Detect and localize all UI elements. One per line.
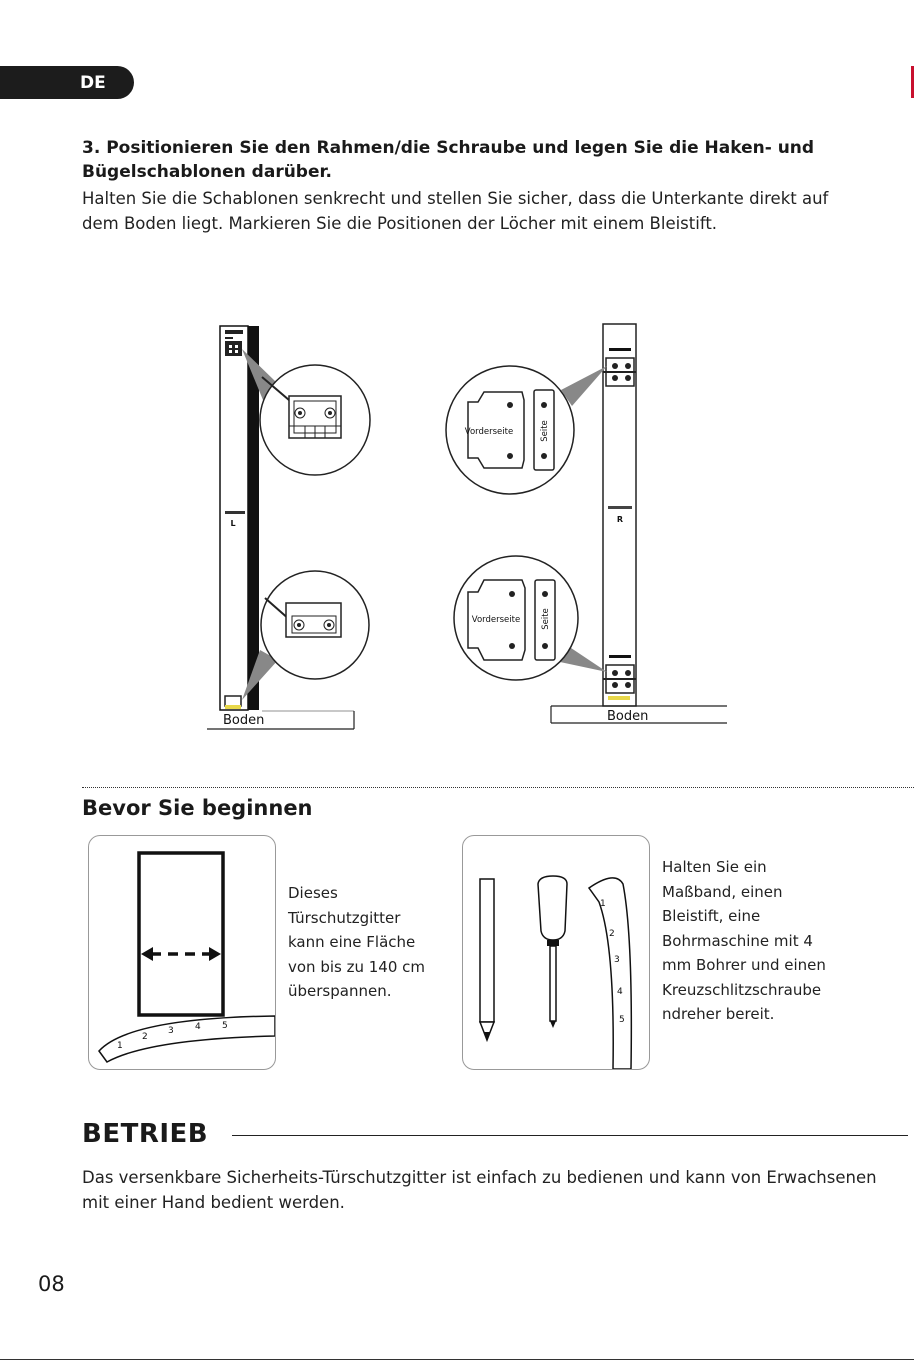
- door-frame-icon: [139, 853, 223, 1015]
- tape2-tick-2: 2: [609, 929, 615, 939]
- right-template-diagram: [446, 324, 727, 724]
- tape2-tick-4: 4: [617, 987, 623, 997]
- tape2-tick-3: 3: [614, 955, 620, 965]
- left-floor-label: Boden: [223, 713, 265, 728]
- before-start-title: Bevor Sie beginnen: [82, 796, 313, 820]
- tools-illustration: [463, 836, 649, 1069]
- operation-body: Das versenkbare Sicherheits-Türschutzgitter ist einfach zu bedienen und kann von Erwachsenen mit einer Hand bedient werden.: [82, 1168, 877, 1212]
- front-label-top: Vorderseite: [464, 427, 514, 437]
- tape-measure-roll-icon: [589, 878, 631, 1069]
- pencil-icon: [480, 879, 494, 1040]
- step-body: Halten Sie die Schablonen senkrecht und stellen Sie sicher, dass die Unterkante direkt auf dem Boden liegt. Markieren Sie die Positionen der Löcher mit einem Bleistift.: [82, 189, 829, 233]
- screwdriver-icon: [538, 876, 567, 1028]
- left-template-diagram: [207, 326, 370, 729]
- tape1-tick-4: 4: [195, 1022, 201, 1032]
- door-width-text: Dieses Türschutzgitter kann eine Fläche von bis zu 140 cm überspannen.: [288, 884, 426, 1000]
- left-template-mark: L: [230, 519, 236, 528]
- side-label-top: Seite: [540, 420, 550, 442]
- front-label-bottom: Vorderseite: [471, 615, 521, 625]
- right-floor-label: Boden: [607, 709, 649, 724]
- tape-measure-icon: [99, 1016, 275, 1062]
- tools-text: Halten Sie ein Maßband, einen Bleistift, eine Bohrmaschine mit 4 mm Bohrer und einen Kreuzschlitzschraube ndreher bereit.: [662, 858, 826, 1023]
- right-template-mark: R: [616, 515, 624, 524]
- step-heading: 3. Positionieren Sie den Rahmen/die Schraube und legen Sie die Haken- und Bügelschablonen darüber.: [82, 138, 815, 182]
- operation-title: BETRIEB: [82, 1119, 209, 1149]
- left-hook-template-top: [225, 341, 242, 356]
- tape2-tick-5: 5: [619, 1015, 625, 1025]
- operation-title-rule: [232, 1135, 908, 1136]
- left-frame-strip: [220, 326, 248, 710]
- tape1-tick-5: 5: [222, 1021, 228, 1031]
- tape1-tick-1: 1: [117, 1041, 123, 1051]
- bottom-rule: [0, 1359, 914, 1360]
- section-divider: [82, 787, 914, 788]
- door-width-illustration: [89, 836, 275, 1069]
- language-tab-label: DE: [80, 72, 106, 93]
- tools-card: [462, 835, 650, 1070]
- door-width-card: [88, 835, 276, 1070]
- tape2-tick-1: 1: [600, 899, 606, 909]
- page-number: 08: [38, 1272, 65, 1296]
- tape1-tick-3: 3: [168, 1026, 174, 1036]
- side-label-bottom: Seite: [541, 608, 551, 630]
- tape1-tick-2: 2: [142, 1032, 148, 1042]
- installation-illustration: [0, 310, 914, 740]
- language-tab: [0, 66, 134, 99]
